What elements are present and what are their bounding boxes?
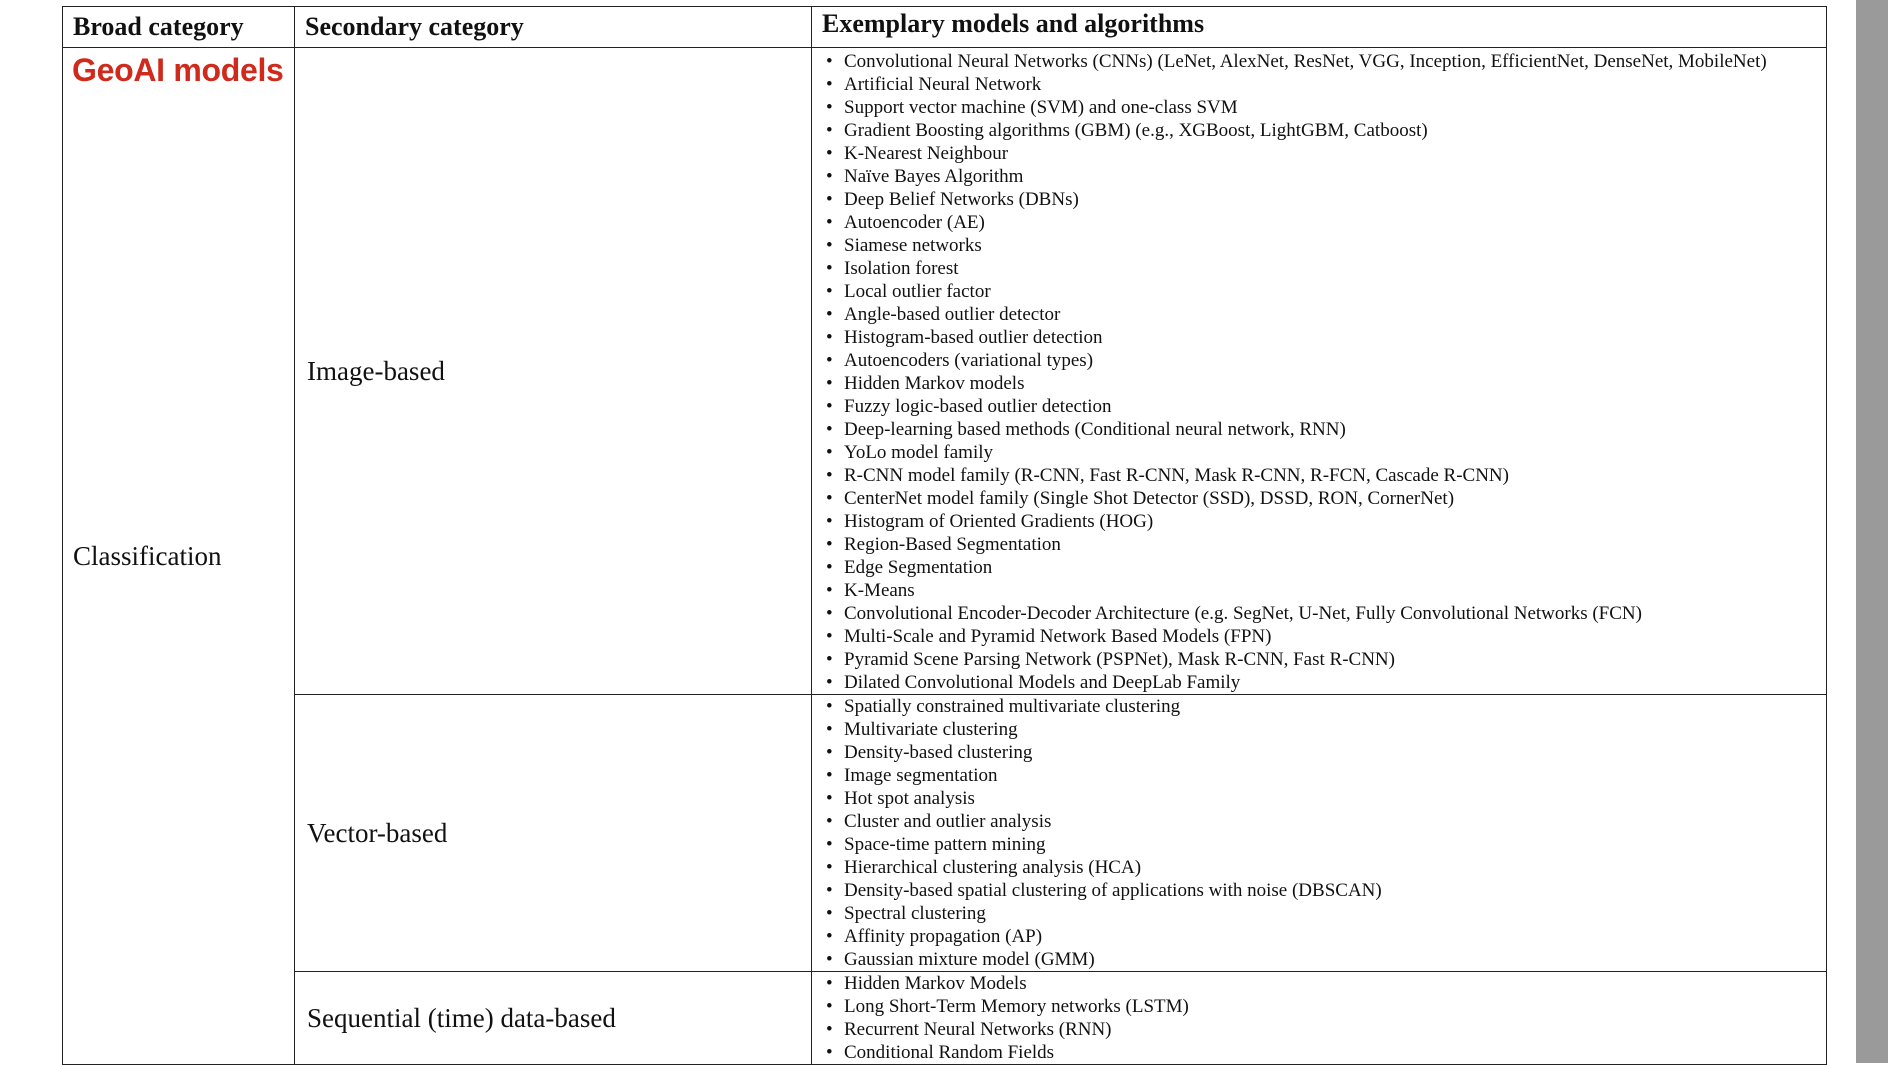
list-item: • Image segmentation	[826, 764, 1826, 787]
list-item: • Hidden Markov models	[826, 372, 1826, 395]
list-item: • Affinity propagation (AP)	[826, 925, 1826, 948]
list-item: • Density-based spatial clustering of applications with noise (DBSCAN)	[826, 879, 1826, 902]
list-item: • Isolation forest	[826, 257, 1826, 280]
table-row	[63, 48, 1827, 695]
broad-category-cell	[63, 48, 295, 1065]
list-item: • Artificial Neural Network	[826, 73, 1826, 96]
table-row	[63, 695, 1827, 972]
list-item: • Conditional Random Fields	[826, 1041, 1826, 1064]
list-item: • Convolutional Neural Networks (CNNs) (LeNet, AlexNet, ResNet, VGG, Inception, EfficientNet, DenseNet, MobileNet)	[826, 50, 1826, 73]
header-exemplary-models: Exemplary models and algorithms	[812, 7, 1827, 48]
list-item: • Local outlier factor	[826, 280, 1826, 303]
list-item: • Deep Belief Networks (DBNs)	[826, 188, 1826, 211]
list-item: • Hot spot analysis	[826, 787, 1826, 810]
list-item: • Histogram of Oriented Gradients (HOG)	[826, 510, 1826, 533]
window-edge	[1856, 0, 1888, 1063]
list-item: • Angle-based outlier detector	[826, 303, 1826, 326]
list-item: • R-CNN model family (R-CNN, Fast R-CNN, Mask R-CNN, R-FCN, Cascade R-CNN)	[826, 464, 1826, 487]
list-item: • Autoencoder (AE)	[826, 211, 1826, 234]
list-item: • Region-Based Segmentation	[826, 533, 1826, 556]
list-item: • Multi-Scale and Pyramid Network Based Models (FPN)	[826, 625, 1826, 648]
secondary-category-image: Image-based	[295, 48, 812, 695]
list-item: • Convolutional Encoder-Decoder Architecture (e.g. SegNet, U-Net, Fully Convolutional Networks (FCN)	[826, 602, 1826, 625]
list-item: • Gradient Boosting algorithms (GBM) (e.g., XGBoost, LightGBM, Catboost)	[826, 119, 1826, 142]
list-item: • Hierarchical clustering analysis (HCA)	[826, 856, 1826, 879]
secondary-category-sequential: Sequential (time) data-based	[295, 972, 812, 1065]
list-item: • Cluster and outlier analysis	[826, 810, 1826, 833]
list-item: • Density-based clustering	[826, 741, 1826, 764]
list-item: • Autoencoders (variational types)	[826, 349, 1826, 372]
table-row	[63, 972, 1827, 1065]
geoai-models-label: GeoAI models	[72, 52, 284, 88]
list-item: • YoLo model family	[826, 441, 1826, 464]
table-header-row	[63, 7, 1827, 48]
list-item: • Siamese networks	[826, 234, 1826, 257]
list-item: • K-Nearest Neighbour	[826, 142, 1826, 165]
list-item: • Fuzzy logic-based outlier detection	[826, 395, 1826, 418]
list-item: • Space-time pattern mining	[826, 833, 1826, 856]
list-item: • Multivariate clustering	[826, 718, 1826, 741]
list-item: • Spectral clustering	[826, 902, 1826, 925]
list-item: • Histogram-based outlier detection	[826, 326, 1826, 349]
models-list-cell	[812, 695, 1827, 972]
list-item: • Naïve Bayes Algorithm	[826, 165, 1826, 188]
models-list-vector	[812, 695, 1826, 971]
list-item: • Support vector machine (SVM) and one-class SVM	[826, 96, 1826, 119]
models-table	[62, 6, 1827, 1065]
header-broad-category: Broad category	[63, 7, 295, 48]
list-item: • Dilated Convolutional Models and DeepLab Family	[826, 671, 1826, 694]
list-item: • Hidden Markov Models	[826, 972, 1826, 995]
list-item: • Pyramid Scene Parsing Network (PSPNet), Mask R-CNN, Fast R-CNN)	[826, 648, 1826, 671]
header-secondary-category: Secondary category	[295, 7, 812, 48]
models-list-sequential	[812, 972, 1826, 1064]
secondary-category-vector: Vector-based	[295, 695, 812, 972]
list-item: • K-Means	[826, 579, 1826, 602]
list-item: • Edge Segmentation	[826, 556, 1826, 579]
models-list-image	[812, 48, 1826, 694]
models-list-cell	[812, 972, 1827, 1065]
broad-category-text: Classification	[73, 540, 222, 571]
list-item: • Deep-learning based methods (Conditional neural network, RNN)	[826, 418, 1826, 441]
list-item: • Recurrent Neural Networks (RNN)	[826, 1018, 1826, 1041]
list-item: • Gaussian mixture model (GMM)	[826, 948, 1826, 971]
list-item: • Long Short-Term Memory networks (LSTM)	[826, 995, 1826, 1018]
list-item: • CenterNet model family (Single Shot Detector (SSD), DSSD, RON, CornerNet)	[826, 487, 1826, 510]
models-list-cell	[812, 48, 1827, 695]
list-item: • Spatially constrained multivariate clustering	[826, 695, 1826, 718]
